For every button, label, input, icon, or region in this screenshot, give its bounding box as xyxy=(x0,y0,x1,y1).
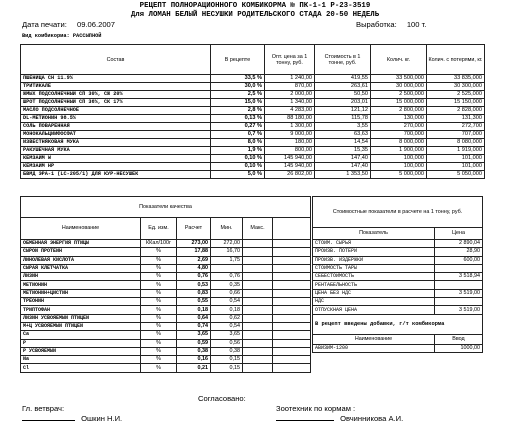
additive-row-cell: 1000,00 xyxy=(435,344,483,352)
vet-signature xyxy=(22,404,64,413)
quality-row-cell: 1,75 xyxy=(211,256,243,264)
quality-row-spare-cell xyxy=(273,306,311,314)
quality-row-cell: 0,15 xyxy=(211,364,243,372)
col-header-in-recipe: В рецепте xyxy=(211,45,265,75)
quality-row-spare-cell xyxy=(273,356,311,364)
composition-row-cell: 147,40 xyxy=(315,163,371,171)
quality-row-cell xyxy=(243,356,273,364)
quality-row xyxy=(21,248,311,256)
quality-row-cell: 0,53 xyxy=(177,281,211,289)
quality-row-spare-cell xyxy=(273,322,311,330)
additives-note: В рецепт введены добавки, г/т комбикорма xyxy=(313,314,483,334)
quality-row-spare-cell xyxy=(273,256,311,264)
composition-row xyxy=(21,91,485,99)
composition-row-cell: 8 080,000 xyxy=(427,139,485,147)
quality-row-cell: Р УСВОЯЕМЫЙ xyxy=(21,347,141,355)
cost-row xyxy=(313,256,483,264)
quality-row-cell: ЛИНОЛЕВАЯ КИСЛОТА xyxy=(21,256,141,264)
composition-row-cell: 15 000,000 xyxy=(371,99,427,107)
quality-row-cell: % xyxy=(141,264,177,272)
composition-row xyxy=(21,139,485,147)
quality-row-spare-cell xyxy=(273,347,311,355)
composition-row xyxy=(21,155,485,163)
composition-row-cell: 88 180,00 xyxy=(265,115,315,123)
quality-row-cell xyxy=(243,314,273,322)
quality-row-cell: ТРИПТОФАН xyxy=(21,306,141,314)
quality-row-cell: 0,54 xyxy=(211,298,243,306)
cost-row xyxy=(313,248,483,256)
quality-row-cell: ТРЕОНИН xyxy=(21,298,141,306)
q-col-max: Макс. xyxy=(243,218,273,240)
composition-row-cell: 270,000 xyxy=(371,123,427,131)
additive-row-cell: АВИЗИМ-1200 xyxy=(313,344,435,352)
zoo-sign-line xyxy=(276,414,334,421)
quality-row-spare-cell xyxy=(273,248,311,256)
composition-row-cell: 8 000,000 xyxy=(371,139,427,147)
quality-row-cell: 0,56 xyxy=(211,339,243,347)
cost-row-cell: СТОИМОСТЬ ТАРЫ xyxy=(313,264,435,272)
composition-row-cell: 9 000,00 xyxy=(265,131,315,139)
composition-row-cell: 2,8 % xyxy=(211,107,265,115)
composition-row-cell: 419,55 xyxy=(315,75,371,83)
quality-row-cell: 0,83 xyxy=(177,289,211,297)
quality-row-cell: % xyxy=(141,314,177,322)
composition-row-cell: 5 000,000 xyxy=(371,171,427,179)
quality-row-cell: 0,18 xyxy=(177,306,211,314)
quality-row-cell: 0,74 xyxy=(177,322,211,330)
cost-row-cell: 3 519,00 xyxy=(435,289,483,297)
composition-row-cell: 203,01 xyxy=(315,99,371,107)
quality-title-row xyxy=(21,197,311,218)
vet-signature-line xyxy=(22,414,122,423)
quality-row-cell: 3,65 xyxy=(211,331,243,339)
c-col-price: Цена xyxy=(435,228,483,240)
quality-row-cell: % xyxy=(141,339,177,347)
composition-body xyxy=(21,75,485,179)
composition-row-cell: 2 800,000 xyxy=(371,107,427,115)
composition-row-cell: 2,5 % xyxy=(211,91,265,99)
composition-row-cell: 263,61 xyxy=(315,83,371,91)
quality-row-cell: 17,88 xyxy=(177,248,211,256)
composition-row-cell: 0,7 % xyxy=(211,131,265,139)
composition-row-cell: 30 000,000 xyxy=(371,83,427,91)
quality-table xyxy=(20,196,311,373)
quality-row-cell: % xyxy=(141,364,177,372)
composition-row-cell: 1 300,00 xyxy=(265,123,315,131)
quality-row-spare-cell xyxy=(273,289,311,297)
composition-table xyxy=(20,44,485,179)
composition-row-cell: КЕМЗАЙМ W xyxy=(21,155,211,163)
quality-row-cell: % xyxy=(141,256,177,264)
quality-row xyxy=(21,364,311,372)
add-col-name: Наименование xyxy=(313,334,435,344)
cost-row-cell: НДС xyxy=(313,298,435,306)
composition-row-cell: ЖМЫХ ПОДСОЛНЕЧНЫЙ СП 30%, СЖ 20% xyxy=(21,91,211,99)
composition-row-cell: СОЛЬ ПОВАРЕННАЯ xyxy=(21,123,211,131)
composition-row xyxy=(21,83,485,91)
composition-row-cell: МАСЛО ПОДСОЛНЕЧНОЕ xyxy=(21,107,211,115)
quality-row xyxy=(21,240,311,248)
col-header-qty-kg: Колич. кг. xyxy=(371,45,427,75)
composition-row-cell: 147,40 xyxy=(315,155,371,163)
composition-row xyxy=(21,75,485,83)
composition-row-cell: 26 802,00 xyxy=(265,171,315,179)
quality-row xyxy=(21,264,311,272)
quality-row-cell: % xyxy=(141,248,177,256)
composition-row-cell: КЕМЗАЙМ НР xyxy=(21,163,211,171)
composition-row-cell: 707,000 xyxy=(427,131,485,139)
col-header-wholesale-price: Опт. цена за 1 тонну, руб. xyxy=(265,45,315,75)
composition-header-row xyxy=(21,45,485,75)
col-header-qty-with-loss: Колич. с потерями, кг. xyxy=(427,45,485,75)
quality-row-spare-cell xyxy=(273,331,311,339)
col-header-cost-per-ton: Стоимость в 1 тонне, руб. xyxy=(315,45,371,75)
q-col-calc: Расчет xyxy=(177,218,211,240)
cost-row xyxy=(313,273,483,281)
cost-row xyxy=(313,281,483,289)
quality-row-cell: 273,00 xyxy=(177,240,211,248)
composition-row-cell: 50,50 xyxy=(315,91,371,99)
quality-row-cell: % xyxy=(141,331,177,339)
quality-row-cell: % xyxy=(141,306,177,314)
cost-row-cell: СЕБЕСТОИМОСТЬ xyxy=(313,273,435,281)
quality-row-cell: 0,76 xyxy=(177,273,211,281)
cost-row-cell: ПРОИЗВ. ИЗДЕРЖКИ xyxy=(313,256,435,264)
cost-row-cell: 28,90 xyxy=(435,248,483,256)
quality-row-cell: Са xyxy=(21,331,141,339)
quality-row xyxy=(21,281,311,289)
cost-row-cell: 3 519,00 xyxy=(435,306,483,314)
quality-row-cell: ОБМЕННАЯ ЭНЕРГИЯ ПТИЦЫ xyxy=(21,240,141,248)
composition-row-cell: 100,000 xyxy=(371,163,427,171)
composition-row-cell: 63,63 xyxy=(315,131,371,139)
cost-row-cell: ОТПУСКНАЯ ЦЕНА xyxy=(313,306,435,314)
quality-row-cell: % xyxy=(141,273,177,281)
composition-row-cell: 101,000 xyxy=(427,163,485,171)
composition-row-cell: 1 900,000 xyxy=(371,147,427,155)
quality-row-cell: % xyxy=(141,281,177,289)
cost-header-row xyxy=(313,228,483,240)
quality-row-cell: 0,18 xyxy=(211,306,243,314)
output-value: 100 т. xyxy=(406,20,427,29)
composition-row-cell: 8,0 % xyxy=(211,139,265,147)
composition-row-cell: 131,300 xyxy=(427,115,485,123)
quality-row-cell: 0,76 xyxy=(211,273,243,281)
composition-row-cell: 101,000 xyxy=(427,155,485,163)
quality-row-cell: % xyxy=(141,322,177,330)
composition-row-cell: ШРОТ ПОДСОЛНЕЧНЫЙ СП 36%, СК 17% xyxy=(21,99,211,107)
composition-row xyxy=(21,107,485,115)
quality-row xyxy=(21,356,311,364)
cost-row-cell: ЦЕНА БЕЗ НДС xyxy=(313,289,435,297)
composition-row xyxy=(21,147,485,155)
composition-row-cell: ИЗВЕСТНЯКОВАЯ МУКА xyxy=(21,139,211,147)
composition-row-cell: 33,5 % xyxy=(211,75,265,83)
composition-row-cell: 3,55 xyxy=(315,123,371,131)
composition-row-cell: 1 353,50 xyxy=(315,171,371,179)
quality-row-cell: 3,65 xyxy=(177,331,211,339)
quality-row-cell xyxy=(211,264,243,272)
quality-row-cell: ЛИЗИН xyxy=(21,273,141,281)
quality-row-cell xyxy=(243,248,273,256)
quality-row-spare-cell xyxy=(273,240,311,248)
composition-row-cell: 1 240,00 xyxy=(265,75,315,83)
quality-row-cell: 0,15 xyxy=(211,356,243,364)
cost-row xyxy=(313,298,483,306)
quality-row-cell: 0,16 xyxy=(177,356,211,364)
composition-row-cell: РАКУШЕЧНАЯ МУКА xyxy=(21,147,211,155)
quality-row-cell: Na xyxy=(21,356,141,364)
composition-row xyxy=(21,115,485,123)
zoo-signature xyxy=(276,404,355,413)
quality-row xyxy=(21,339,311,347)
composition-row-cell: 272,700 xyxy=(427,123,485,131)
composition-row-cell: 1,9 % xyxy=(211,147,265,155)
add-col-amount: Ввод xyxy=(435,334,483,344)
cost-row xyxy=(313,240,483,248)
composition-row-cell: 2 500,000 xyxy=(371,91,427,99)
recipe-title: РЕЦЕПТ ПОЛНОРАЦИОННОГО КОМБИКОРМА № ПК-1-1 Р-23-3519 xyxy=(139,2,371,10)
cost-row-cell xyxy=(435,281,483,289)
quality-row xyxy=(21,331,311,339)
cost-row-cell: 2 890,04 xyxy=(435,240,483,248)
additives-header-row xyxy=(313,334,483,344)
composition-row-cell: 700,000 xyxy=(371,131,427,139)
cost-title-row xyxy=(313,197,483,228)
composition-row-cell: 100,000 xyxy=(371,155,427,163)
composition-row-cell: 15,0 % xyxy=(211,99,265,107)
quality-row-spare-cell xyxy=(273,339,311,347)
quality-row xyxy=(21,306,311,314)
composition-row xyxy=(21,163,485,171)
composition-row-cell: 145 940,00 xyxy=(265,163,315,171)
cost-table xyxy=(312,196,483,353)
quality-row-cell xyxy=(243,364,273,372)
cost-row-cell: РЕНТАБЕЛЬНОСТЬ xyxy=(313,281,435,289)
vet-label: Гл. ветврач: xyxy=(22,404,65,413)
print-date-value: 09.06.2007 xyxy=(76,20,115,29)
composition-row-cell: 15,35 xyxy=(315,147,371,155)
composition-row-cell: 2 828,000 xyxy=(427,107,485,115)
quality-row-cell: СЫРАЯ КЛЕТЧАТКА xyxy=(21,264,141,272)
quality-row-cell: 4,80 xyxy=(177,264,211,272)
additives-section xyxy=(313,314,483,344)
quality-body xyxy=(21,240,311,373)
composition-row-cell: 15 150,000 xyxy=(427,99,485,107)
quality-row-spare-cell xyxy=(273,314,311,322)
quality-row-cell: 0,64 xyxy=(177,314,211,322)
quality-row-cell: % xyxy=(141,289,177,297)
composition-row xyxy=(21,123,485,131)
quality-row-cell: МЕТИОНИН xyxy=(21,281,141,289)
quality-row xyxy=(21,347,311,355)
quality-row xyxy=(21,256,311,264)
quality-row-cell xyxy=(243,331,273,339)
composition-row xyxy=(21,171,485,179)
quality-row-cell: 0,38 xyxy=(211,347,243,355)
composition-row-cell: 1 919,000 xyxy=(427,147,485,155)
c-col-indicator: Показатель xyxy=(313,228,435,240)
quality-row-cell: 0,59 xyxy=(177,339,211,347)
quality-row-cell: % xyxy=(141,356,177,364)
composition-row-cell: 0,10 % xyxy=(211,163,265,171)
quality-row-spare-cell xyxy=(273,298,311,306)
cost-row-cell: СТОИМ. СЫРЬЯ xyxy=(313,240,435,248)
quality-title: Показатели качества xyxy=(21,197,311,218)
quality-row-cell: СЫРОЙ ПРОТЕИН xyxy=(21,248,141,256)
quality-row-cell xyxy=(243,273,273,281)
quality-row-cell xyxy=(243,264,273,272)
composition-row-cell: 5,0 % xyxy=(211,171,265,179)
quality-row-cell: Cl xyxy=(21,364,141,372)
quality-row xyxy=(21,322,311,330)
print-date-label: Дата печати: xyxy=(22,20,67,29)
feed-kind-label: Вид комбикорма: xyxy=(22,33,70,39)
quality-row-cell xyxy=(243,281,273,289)
quality-row-cell: 0,35 xyxy=(211,281,243,289)
quality-row xyxy=(21,298,311,306)
recipe-subtitle: Для ЛОМАН БЕЛЫЙ НЕСУШКИ РОДИТЕЛЬСКОГО СТАДА 20-50 НЕДЕЛЬ xyxy=(130,11,380,19)
quality-row-spare-cell xyxy=(273,264,311,272)
composition-row-cell: 0,10 % xyxy=(211,155,265,163)
quality-row-cell: 0,54 xyxy=(211,322,243,330)
cost-row xyxy=(313,289,483,297)
quality-row-cell xyxy=(243,240,273,248)
composition-row-cell: 800,00 xyxy=(265,147,315,155)
vet-sign-line xyxy=(22,414,75,421)
composition-row-cell: 1 340,00 xyxy=(265,99,315,107)
composition-row-cell: 4 283,00 xyxy=(265,107,315,115)
composition-row-cell: БВМД ЭРА-1 (LC-205/1) ДЛЯ КУР-НЕСУШЕК xyxy=(21,171,211,179)
output-label: Выработка: xyxy=(356,20,397,29)
quality-row-cell xyxy=(243,322,273,330)
agreed-label: Согласовано: xyxy=(198,394,246,403)
composition-row-cell: 145 940,00 xyxy=(265,155,315,163)
composition-row-cell: ТРИТИКАЛЕ xyxy=(21,83,211,91)
quality-row-cell: 0,62 xyxy=(211,314,243,322)
composition-row-cell: 33 500,000 xyxy=(371,75,427,83)
composition-row-cell: 30,0 % xyxy=(211,83,265,91)
quality-row-cell: 272,00 xyxy=(211,240,243,248)
print-date xyxy=(22,20,115,29)
composition-row-cell: 5 050,000 xyxy=(427,171,485,179)
feed-kind-value: РАССЫПНОЙ xyxy=(72,33,102,39)
feed-kind xyxy=(22,33,101,39)
quality-row-cell: 2,69 xyxy=(177,256,211,264)
composition-row-cell: МОНОКАЛЬЦИЙФОСФАТ xyxy=(21,131,211,139)
composition-row-cell: 130,000 xyxy=(371,115,427,123)
quality-row-cell xyxy=(243,306,273,314)
quality-row-cell: 0,21 xyxy=(177,364,211,372)
quality-row-cell xyxy=(243,339,273,347)
quality-row-cell xyxy=(243,298,273,306)
composition-row-cell: ПШЕНИЦА СН 11.9% xyxy=(21,75,211,83)
cost-row-cell: 3 518,94 xyxy=(435,273,483,281)
zoo-label: Зоотехник по кормам : xyxy=(276,404,356,413)
composition-row-cell: 115,78 xyxy=(315,115,371,123)
quality-row-spare-cell xyxy=(273,273,311,281)
q-col-name: Наименование xyxy=(21,218,141,240)
q-col-spare xyxy=(273,218,311,240)
quality-row xyxy=(21,289,311,297)
zoo-signature-line xyxy=(276,414,403,423)
quality-row-cell: 16,70 xyxy=(211,248,243,256)
cost-row-cell: ПРОИЗВ. ПОТЕРИ xyxy=(313,248,435,256)
quality-row-cell: ЛИЗИН УСВОЯЕМЫЙ ПТИЦЕЙ xyxy=(21,314,141,322)
composition-row-cell: 2 000,00 xyxy=(265,91,315,99)
cost-body xyxy=(313,240,483,315)
cost-row xyxy=(313,306,483,314)
quality-row xyxy=(21,314,311,322)
additives-body xyxy=(313,344,483,352)
quality-row-cell: М+Ц УСВОЯЕМЫЙ ПТИЦЕЙ xyxy=(21,322,141,330)
composition-row-cell: 0,27 % xyxy=(211,123,265,131)
composition-row-cell: 870,00 xyxy=(265,83,315,91)
cost-row-cell xyxy=(435,264,483,272)
cost-row xyxy=(313,264,483,272)
quality-row-cell: % xyxy=(141,298,177,306)
quality-row-cell: 0,66 xyxy=(211,289,243,297)
quality-header-row xyxy=(21,218,311,240)
quality-row-cell: 0,55 xyxy=(177,298,211,306)
quality-row-cell xyxy=(243,347,273,355)
additive-row xyxy=(313,344,483,352)
composition-row-cell: 33 835,000 xyxy=(427,75,485,83)
q-col-unit: Ед. изм. xyxy=(141,218,177,240)
zoo-name: Овчинникова А.И. xyxy=(340,414,404,423)
composition-row xyxy=(21,99,485,107)
quality-row-cell: % xyxy=(141,347,177,355)
composition-row-cell: 0,13 % xyxy=(211,115,265,123)
quality-row-cell: ККал/100г xyxy=(141,240,177,248)
composition-row-cell: DL-МЕТИОНИН 98.5% xyxy=(21,115,211,123)
q-col-min: Мин. xyxy=(211,218,243,240)
composition-row xyxy=(21,131,485,139)
quality-row-cell: 0,38 xyxy=(177,347,211,355)
quality-row-cell xyxy=(243,289,273,297)
additives-note-row xyxy=(313,314,483,334)
quality-row-spare-cell xyxy=(273,281,311,289)
quality-row-spare-cell xyxy=(273,364,311,372)
composition-row-cell: 121,12 xyxy=(315,107,371,115)
quality-row-cell xyxy=(243,256,273,264)
composition-row-cell: 180,00 xyxy=(265,139,315,147)
col-header-composition: Состав xyxy=(21,45,211,75)
cost-row-cell xyxy=(435,298,483,306)
composition-row-cell: 30 300,000 xyxy=(427,83,485,91)
quality-row-cell: Р xyxy=(21,339,141,347)
quality-row-cell: МЕТИОНИН+ЦИСТИН xyxy=(21,289,141,297)
output-info xyxy=(356,20,426,29)
cost-row-cell: 600,00 xyxy=(435,256,483,264)
composition-row-cell: 2 525,000 xyxy=(427,91,485,99)
quality-row xyxy=(21,273,311,281)
cost-title: Стоимостные показатели в расчете на 1 тонну, руб. xyxy=(313,197,483,228)
vet-name: Ошкин Н.И. xyxy=(81,414,123,423)
composition-row-cell: 14,54 xyxy=(315,139,371,147)
